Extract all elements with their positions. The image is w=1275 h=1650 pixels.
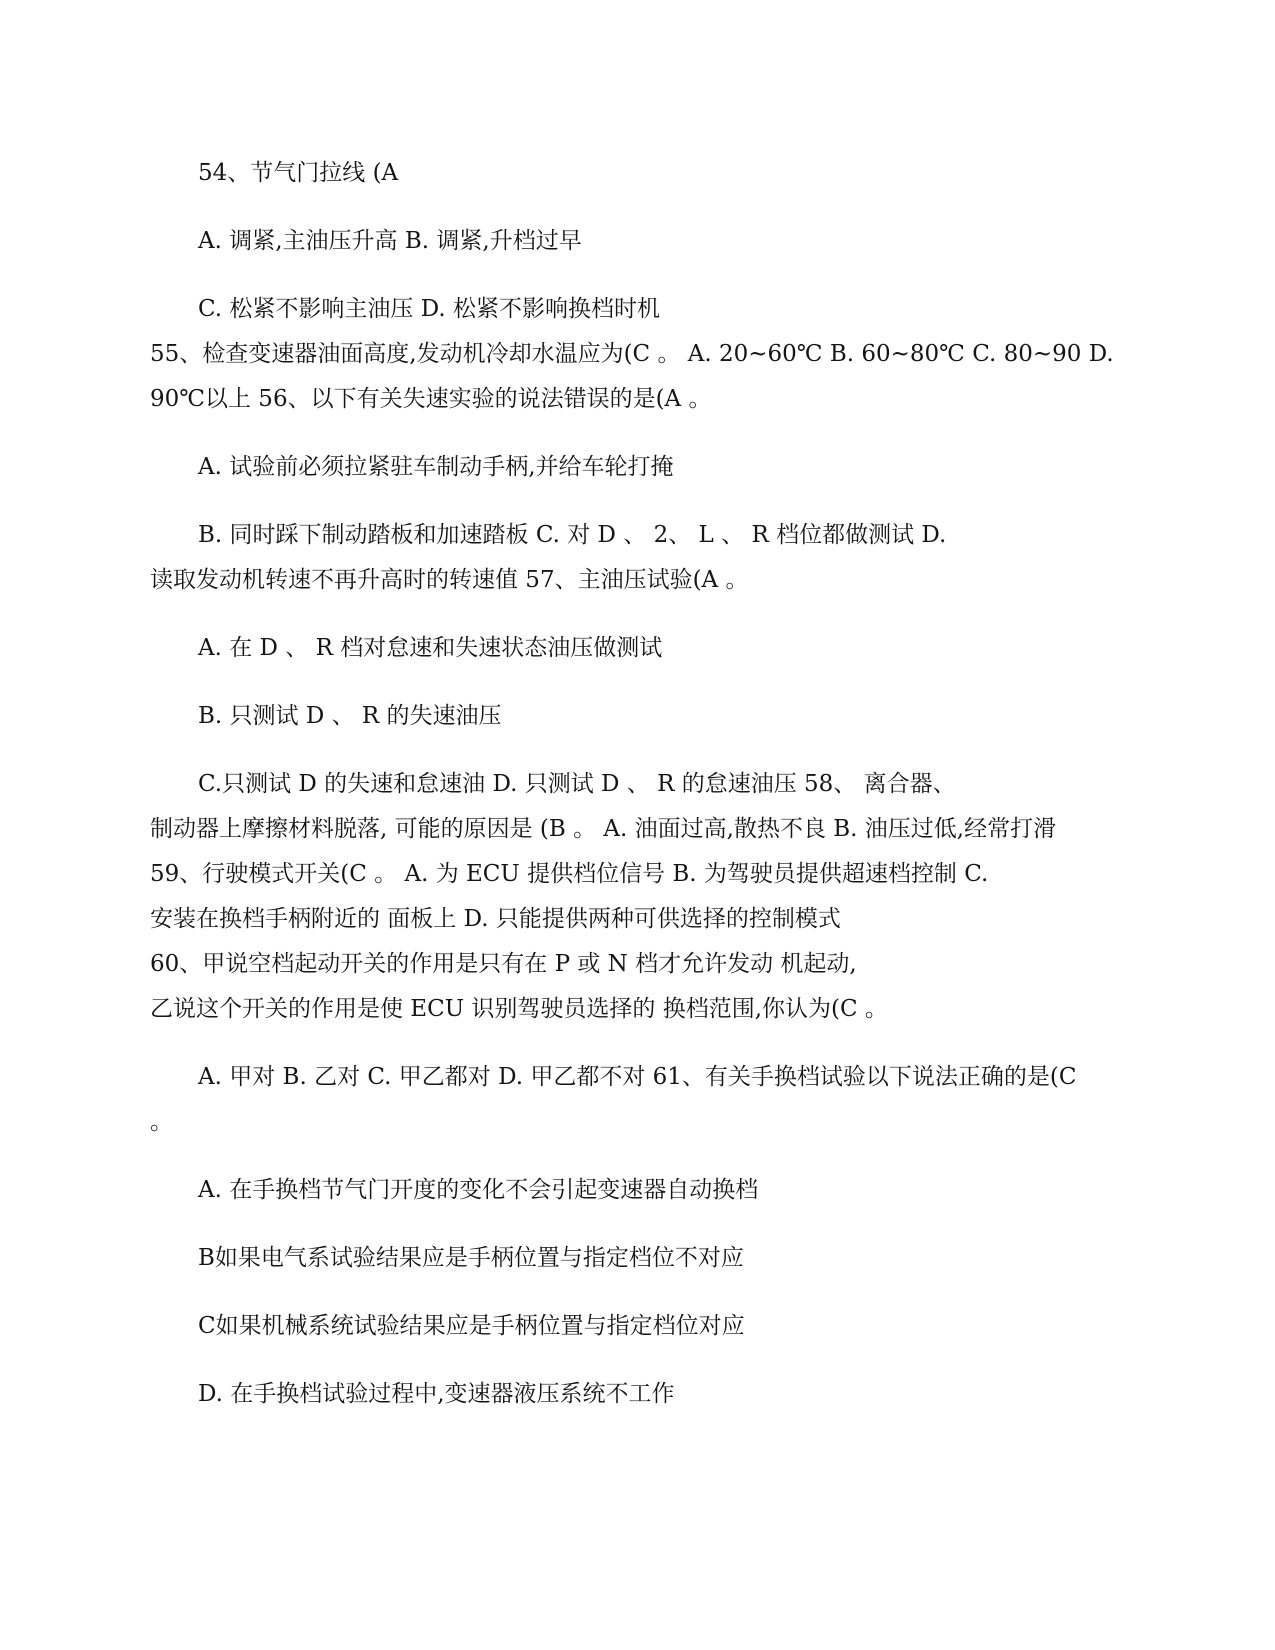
- q56-options-bcd: B. 同时踩下制动踏板和加速踏板 C. 对 D 、 2、 L 、 R 档位都做测试 D.: [198, 522, 947, 548]
- q57-option-b: B. 只测试 D 、 R 的失速油压: [198, 703, 502, 729]
- q56-option-a: A. 试验前必须拉紧驻车制动手柄,并给车轮打掩: [198, 454, 674, 480]
- q55-line-1: 55、检查变速器油面高度,发动机冷却水温应为(C 。 A. 20~60℃ B. 60~80℃ C. 80~90 D.: [150, 341, 1114, 367]
- q60-q61-line: A. 甲对 B. 乙对 C. 甲乙都对 D. 甲乙都不对 61、有关手换档试验以下说法正确的是(C: [198, 1064, 1077, 1090]
- q61-option-b: B如果电气系试验结果应是手柄位置与指定档位不对应: [198, 1245, 744, 1271]
- q61-option-d: D. 在手换档试验过程中,变速器液压系统不工作: [198, 1381, 675, 1407]
- q55-q56-line: 90℃以上 56、以下有关失速实验的说法错误的是(A 。: [150, 386, 712, 412]
- q59-line-2: 安装在换档手柄附近的 面板上 D. 只能提供两种可供选择的控制模式: [150, 906, 841, 932]
- q61-option-a: A. 在手换档节气门开度的变化不会引起变速器自动换档: [198, 1177, 759, 1203]
- q61-line-end: 。: [150, 1109, 173, 1135]
- q54-title: 54、节气门拉线 (A: [198, 160, 399, 186]
- q57-option-a: A. 在 D 、 R 档对怠速和失速状态油压做测试: [198, 635, 663, 661]
- q54-options-ab: A. 调紧,主油压升高 B. 调紧,升档过早: [198, 228, 582, 254]
- q59-line-1: 59、行驶模式开关(C 。 A. 为 ECU 提供档位信号 B. 为驾驶员提供超速档控制 C.: [150, 861, 989, 887]
- q60-line-2: 乙说这个开关的作用是使 ECU 识别驾驶员选择的 换档范围,你认为(C 。: [150, 996, 888, 1022]
- q58-line: 制动器上摩擦材料脱落, 可能的原因是 (B 。 A. 油面过高,散热不良 B. 油压过低,经常打滑: [150, 816, 1057, 842]
- q56-q57-line: 读取发动机转速不再升高时的转速值 57、主油压试验(A 。: [150, 567, 749, 593]
- q61-option-c: C如果机械系统试验结果应是手柄位置与指定档位对应: [198, 1313, 745, 1339]
- q57-q58-line: C.只测试 D 的失速和怠速油 D. 只测试 D 、 R 的怠速油压 58、 离合器、: [198, 771, 956, 797]
- q60-line-1: 60、甲说空档起动开关的作用是只有在 P 或 N 档才允许发动 机起动,: [150, 951, 857, 977]
- q54-options-cd: C. 松紧不影响主油压 D. 松紧不影响换档时机: [198, 296, 660, 322]
